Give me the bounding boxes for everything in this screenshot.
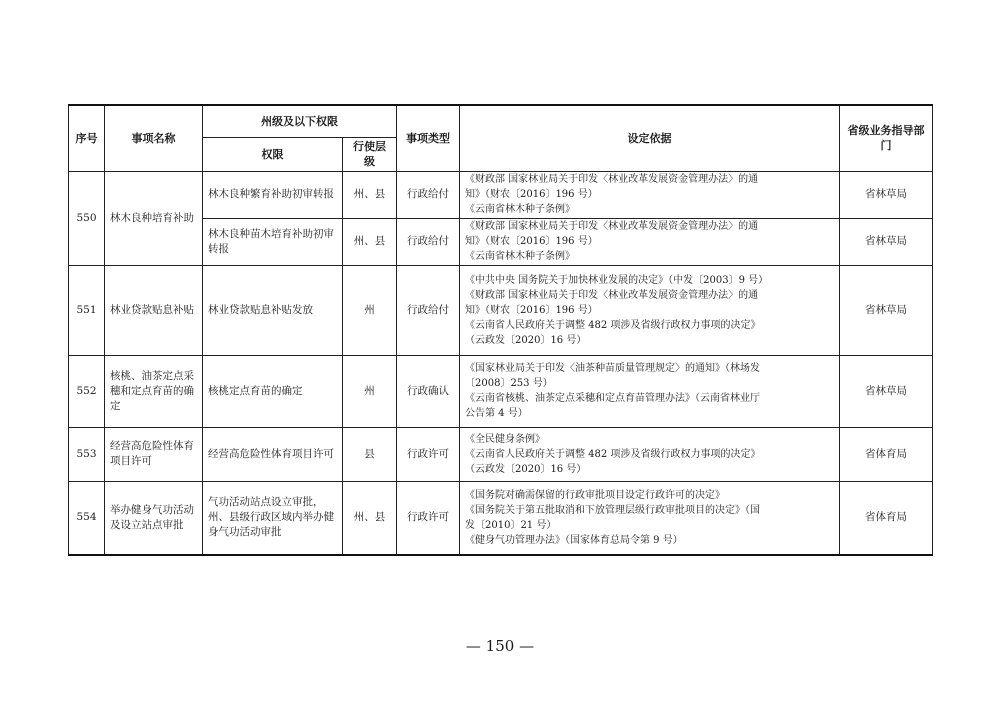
- basis-line: 《云南省核桃、油茶定点采穗和定点育苗管理办法》（云南省林业厅: [465, 393, 760, 404]
- basis-line: 知》（财农〔2016〕196 号）: [465, 189, 598, 200]
- table-row: [69, 481, 933, 555]
- basis-line: 《财政部 国家林业局关于印发〈林业改革发展资金管理办法〉的通: [465, 289, 759, 301]
- basis-line: 《云南省林木种子条例》: [465, 204, 575, 215]
- table-row: [69, 427, 933, 481]
- page-number: — 150 —: [465, 637, 535, 655]
- header-level: 行使层级: [343, 137, 397, 171]
- basis-line: 《健身气功管理办法》（国家体育总局令第 9 号）: [465, 534, 683, 546]
- row-authority: 林木良种繁育补助初审转报: [203, 171, 343, 218]
- row-seq: 554: [69, 481, 105, 555]
- basis-line: 知》（财农〔2016〕196 号）: [465, 304, 598, 316]
- row-level: 州: [343, 355, 397, 427]
- row-department: 省林草局: [840, 171, 933, 218]
- basis-line: 《云南省人民政府关于调整 482 项涉及省级行政权力事项的决定》: [465, 319, 761, 331]
- row-department: 省体育局: [840, 427, 933, 481]
- header-authority-group: 州级及以下权限: [203, 105, 397, 137]
- row-item-name: 林木良种培育补助: [105, 171, 203, 265]
- row-type: 行政许可: [397, 481, 460, 555]
- row-basis: [460, 427, 840, 481]
- header-authority: 权限: [203, 137, 343, 171]
- row-item-name: 林业贷款贴息补贴: [105, 265, 203, 355]
- basis-line: 发〔2010〕21 号）: [465, 519, 557, 531]
- basis-line: 《财政部 国家林业局关于印发〈林业改革发展资金管理办法〉的通: [465, 174, 759, 185]
- header-item-name: 事项名称: [105, 105, 203, 171]
- header-row-1: [69, 105, 933, 137]
- row-authority: 经营高危险性体育项目许可: [203, 427, 343, 481]
- row-level: 州、县: [343, 171, 397, 218]
- basis-line: 《国务院关于第五批取消和下放管理层级行政审批项目的决定》（国: [465, 504, 760, 516]
- row-department: 省林草局: [840, 265, 933, 355]
- row-type: 行政给付: [397, 171, 460, 218]
- row-basis: [460, 218, 840, 265]
- row-seq: 551: [69, 265, 105, 355]
- row-authority: 林业贷款贴息补贴发放: [203, 265, 343, 355]
- row-level: 州: [343, 265, 397, 355]
- row-item-name: 经营高危险性体育项目许可: [105, 427, 203, 481]
- table-row: [69, 265, 933, 355]
- row-type: 行政给付: [397, 265, 460, 355]
- row-item-name: 举办健身气功活动及设立站点审批: [105, 481, 203, 555]
- basis-line: 公告第 4 号）: [465, 408, 528, 419]
- table-row: [69, 355, 933, 427]
- row-seq: 550: [69, 171, 105, 265]
- row-basis: [460, 481, 840, 555]
- row-seq: 552: [69, 355, 105, 427]
- row-level: 县: [343, 427, 397, 481]
- row-level: 州、县: [343, 481, 397, 555]
- row-authority: 林木良种苗木培育补助初审转报: [203, 218, 343, 265]
- authority-table: [68, 104, 933, 556]
- header-department: 省级业务指导部门: [840, 105, 933, 171]
- table-row: [69, 171, 933, 218]
- row-department: 省林草局: [840, 218, 933, 265]
- basis-line: 《中共中央 国务院关于加快林业发展的决定》（中发〔2003〕9 号）: [465, 274, 769, 286]
- row-type: 行政给付: [397, 218, 460, 265]
- row-authority: 核桃定点育苗的确定: [203, 355, 343, 427]
- basis-line: 《全民健身条例》: [465, 433, 545, 445]
- basis-line: 《财政部 国家林业局关于印发〈林业改革发展资金管理办法〉的通: [465, 221, 759, 232]
- row-authority: 气功活动站点设立审批，州、县级行政区域内举办健身气功活动审批: [203, 481, 343, 555]
- row-department: 省体育局: [840, 481, 933, 555]
- basis-line: 《云南省人民政府关于调整 482 项涉及省级行政权力事项的决定》: [465, 448, 761, 460]
- row-basis: [460, 265, 840, 355]
- header-type: 事项类型: [397, 105, 460, 171]
- basis-line: （云政发〔2020〕16 号）: [465, 463, 587, 475]
- row-type: 行政许可: [397, 427, 460, 481]
- basis-line: （云政发〔2020〕16 号）: [465, 334, 587, 346]
- row-type: 行政确认: [397, 355, 460, 427]
- basis-line: 〔2008〕253 号）: [465, 378, 553, 389]
- row-basis: [460, 171, 840, 218]
- basis-line: 《云南省林木种子条例》: [465, 251, 575, 262]
- basis-line: 《国家林业局关于印发〈油茶种苗质量管理规定〉的通知》（林场发: [465, 363, 760, 374]
- basis-line: 知》（财农〔2016〕196 号）: [465, 236, 598, 247]
- basis-line: 《国务院对确需保留的行政审批项目设定行政许可的决定》: [465, 489, 725, 501]
- row-department: 省林草局: [840, 355, 933, 427]
- row-level: 州、县: [343, 218, 397, 265]
- row-seq: 553: [69, 427, 105, 481]
- header-basis: 设定依据: [460, 105, 840, 171]
- header-seq: 序号: [69, 105, 105, 171]
- row-item-name: 核桃、油茶定点采穗和定点育苗的确定: [105, 355, 203, 427]
- row-basis: [460, 355, 840, 427]
